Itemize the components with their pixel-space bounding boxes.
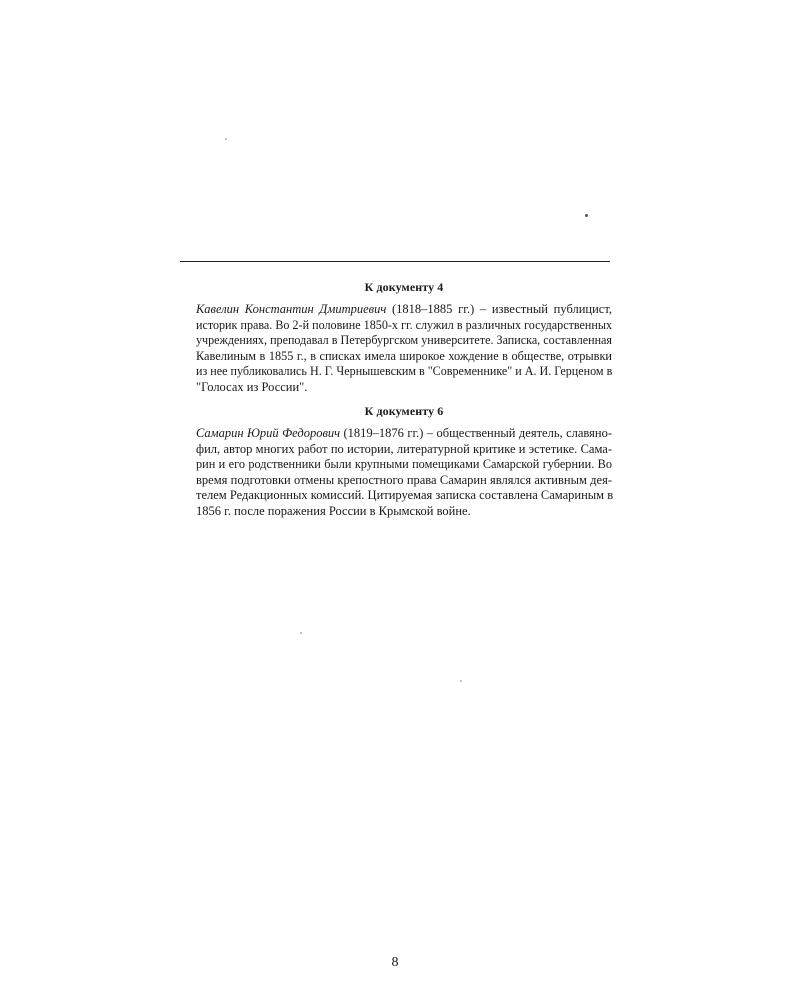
scan-speck bbox=[225, 138, 227, 140]
text-line bbox=[196, 426, 612, 442]
text-line bbox=[196, 302, 612, 318]
text-line: историк права. Во 2-й половине 1850-х гг. служил в различных государственных bbox=[196, 317, 612, 332]
text-line: телем Редакционных комиссий. Цитируемая записка составлена Самариным в bbox=[196, 488, 614, 503]
text-line: "Голосах из России". bbox=[196, 379, 308, 394]
scan-speck bbox=[585, 214, 588, 217]
text-line: из нее публиковались Н. Г. Чернышевским в "Современнике" и А. И. Герценом в bbox=[196, 364, 613, 379]
text-line: время подготовки отмены крепостного права Самарин являлся активным дея- bbox=[196, 472, 612, 487]
section-document-6 bbox=[196, 403, 612, 520]
line-text: (1818–1885 гг.) – известный публицист, bbox=[386, 302, 612, 316]
section-body bbox=[196, 302, 612, 396]
person-name: Самарин Юрий Федорович bbox=[196, 426, 341, 440]
horizontal-rule bbox=[180, 261, 610, 262]
text-line: учреждениях, преподавал в Петербургском университете. Записка, составленная bbox=[196, 333, 612, 348]
scan-speck bbox=[460, 680, 462, 682]
line-text: (1819–1876 гг.) – общественный деятель, славяно- bbox=[340, 426, 612, 440]
section-heading: К документу 6 bbox=[364, 404, 444, 418]
person-name: Кавелин Константин Дмитриевич bbox=[196, 302, 387, 316]
text-line: фил, автор многих работ по истории, литературной критике и эстетике. Сама- bbox=[196, 441, 612, 456]
scan-speck bbox=[300, 632, 302, 634]
section-heading: К документу 4 bbox=[364, 280, 444, 294]
page-number: 8 bbox=[391, 955, 399, 970]
text-line: рин и его родственники были крупными помещиками Самарской губернии. Во bbox=[196, 457, 612, 472]
text-line: 1856 г. после поражения России в Крымской войне. bbox=[196, 503, 471, 518]
text-line: Кавелиным в 1855 г., в списках имела широкое хождение в обществе, отрывки bbox=[196, 348, 612, 363]
section-document-4 bbox=[196, 279, 612, 396]
section-body bbox=[196, 426, 612, 520]
